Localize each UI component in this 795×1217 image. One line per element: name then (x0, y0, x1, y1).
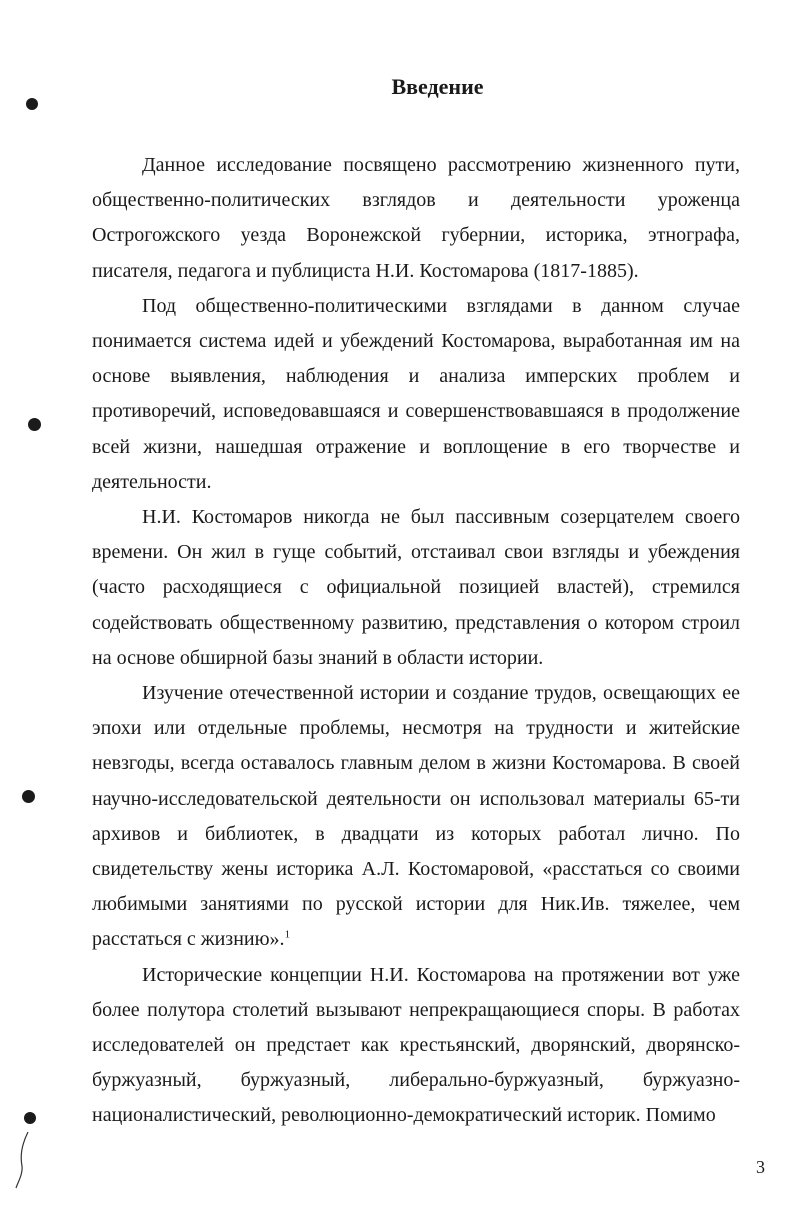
paragraph (92, 958, 740, 1134)
pen-scratch-mark (14, 1130, 34, 1190)
paragraph-text: Исторические концепции Н.И. Костомарова на протяжении вот уже более полутора столетий вызывают непрекращающиеся споры. В работах исследователей он предстает как крестьянский, дворянский, дворянско-буржуазный, буржуазный, либерально-буржуазный, буржуазно-националистический, революционно-демократический историк. Помимо (92, 963, 740, 1127)
paragraph (92, 289, 740, 500)
paragraph-text: Изучение отечественной истории и создание трудов, освещающих ее эпохи или отдельные проблемы, несмотря на трудности и житейские невзгоды, всегда оставалось главным делом в жизни Костомарова. В своей научно-исследовательской деятельности он использовал материалы 65-ти архивов и библиотек, в двадцати из которых работал лично. По свидетельству жены историка А.Л. Костомаровой, «расстаться со своими любимыми занятиями по русской истории для Ник.Ив. тяжелее, чем расстаться с жизнию». (92, 682, 740, 951)
binder-hole-mark (28, 418, 41, 431)
paragraph-text: Данное исследование посвящено рассмотрению жизненного пути, общественно-политических взглядов и деятельности уроженца Острогожского уезда Воронежской губернии, историка, этнографа, писателя, педагога и публициста Н.И. Костомарова (1817-1885). (92, 154, 740, 282)
paragraph-text: Н.И. Костомаров никогда не был пассивным созерцателем своего времени. Он жил в гуще событий, отстаивал свои взгляды и убеждения (часто расходящиеся с официальной позицией властей), стремился содействовать общественному развитию, представления о котором строил на основе обширной базы знаний в области истории. (92, 506, 740, 669)
page-title: Введение (391, 74, 484, 99)
paragraph (92, 676, 740, 958)
paragraph (92, 500, 740, 676)
body-text (92, 148, 740, 1134)
binder-hole-mark (22, 790, 35, 803)
paragraph-text: Под общественно-политическими взглядами в данном случае понимается система идей и убеждений Костомарова, выработанная им на основе выявления, наблюдения и анализа имперских проблем и противоречий, исповедовавшаяся и совершенствовавшаяся в продолжение всей жизни, нашедшая отражение и воплощение в его творчестве и деятельности. (92, 294, 740, 493)
binder-hole-mark (24, 1112, 36, 1124)
paragraph (92, 148, 740, 289)
page-number: 3 (756, 1157, 765, 1177)
footnote-marker[interactable]: 1 (284, 928, 291, 941)
